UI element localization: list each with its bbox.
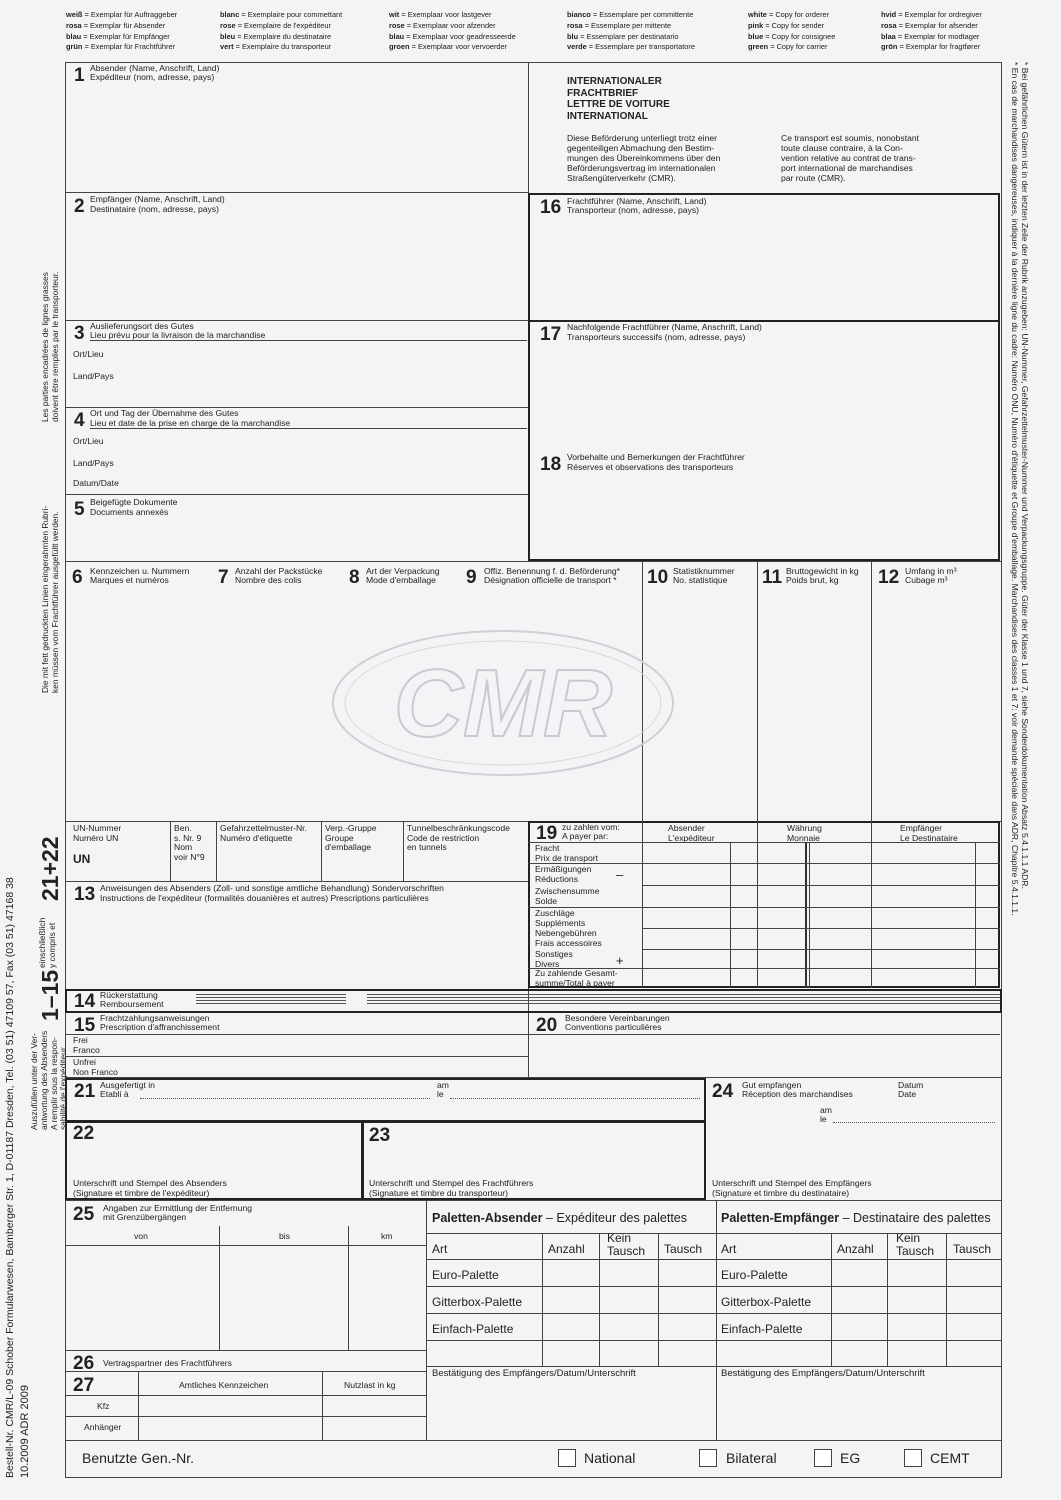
field-label-de: Beigefügte Dokumente xyxy=(90,497,178,507)
field-label-fr: Nombre des colis xyxy=(235,575,302,585)
divider xyxy=(642,821,643,988)
dotted-line xyxy=(450,1098,700,1099)
bilateral-label: Bilateral xyxy=(726,1450,777,1466)
gitterbox-pallet-label: Gitterbox-Palette xyxy=(432,1295,523,1309)
type-header: Art xyxy=(721,1242,737,1256)
minus-sign: – xyxy=(616,867,624,882)
copy-legend-dutch: wit = Exemplaar voor lastgever rose = Exemplaar voor afzender blau = Exemplaar voor geadresseerde groen = Exemplaar voor vervoerder xyxy=(389,10,516,52)
field-label-fr: Documents annexés xyxy=(90,507,169,517)
dotted-line xyxy=(140,1098,430,1099)
copy-legend-italian: bianco = Essemplare per committente rosa = Essemplare per mittente blu = Essemplare per destinatario verde = Essemplare per transportatore xyxy=(567,10,695,52)
divider xyxy=(65,1440,1002,1441)
field-label-fr: A payer par: xyxy=(562,831,609,841)
field-label-fr: Réserves et observations des transporteurs xyxy=(567,462,734,472)
from-header: von xyxy=(134,1231,148,1241)
field-label-de: Offiz. Benennung f. d. Beförderung* xyxy=(484,566,621,576)
pallets-consignee-title: Paletten-Empfänger – Destinataire des palettes xyxy=(721,1211,991,1225)
divider xyxy=(716,1259,1002,1260)
date-label-de: am xyxy=(437,1080,449,1090)
divider xyxy=(65,1245,426,1246)
national-label: National xyxy=(584,1450,636,1466)
field-label-de: Statistiknummer xyxy=(673,566,735,576)
to-header: bis xyxy=(279,1231,290,1241)
divider xyxy=(716,1340,1002,1341)
consignee-column-header: Empfänger Le Destinataire xyxy=(900,823,958,843)
dangerous-goods-note-fr: * En cas de marchandises dangereuses, indiquer à la dernière ligne du cadre: Numéro ONU, Numéro d'étiquette et Groupe d'emballage. Marchandises des classes 1 et 7: voir demande spéciale dans ADR, Chapitre 5.4.1.1.1. xyxy=(1010,62,1020,916)
divider xyxy=(757,821,758,988)
divider xyxy=(426,1233,716,1234)
margin-note-de: Die mit fett gedruckten Linien eingerahmten Rubri- ken müssen vom Frachtführer ausgefüllt werden. xyxy=(40,505,60,693)
field-number: 5 xyxy=(74,499,85,520)
field-label-de: Kennzeichen u. Nummern xyxy=(90,566,190,576)
divider xyxy=(528,842,1000,843)
date-label: Datum/Date xyxy=(73,478,119,488)
field-label-de: Art der Verpackung xyxy=(366,566,440,576)
field-label-de: Angaben zur Ermittlung der Entfernung xyxy=(103,1203,253,1213)
divider xyxy=(599,1233,600,1366)
field-number: 4 xyxy=(74,410,85,431)
field-number: 27 xyxy=(73,1375,95,1396)
place-label: Ort/Lieu xyxy=(73,349,104,359)
place-label: Ort/Lieu xyxy=(73,436,104,446)
field-label-de: Nachfolgende Frachtführer (Name, Anschrift, Land) xyxy=(567,322,762,332)
divider xyxy=(322,1371,323,1440)
svg-text:CMR: CMR xyxy=(393,650,613,757)
national-checkbox[interactable] xyxy=(558,1449,576,1467)
at-label-fr: le xyxy=(820,1114,827,1124)
field-label-de: Bruttogewicht in kg xyxy=(786,566,859,576)
divider xyxy=(170,821,171,881)
field-number: 6 xyxy=(72,567,83,588)
divider xyxy=(542,1233,543,1366)
divider xyxy=(528,1013,529,1077)
field-label-de: Ort und Tag der Übernahme des Gutes xyxy=(90,408,239,418)
plate-header: Amtliches Kennzeichen xyxy=(179,1380,269,1390)
field-label-de: zu zahlen vom: xyxy=(562,822,620,832)
field-number: 19 xyxy=(536,823,558,844)
field-number: 25 xyxy=(73,1204,95,1225)
field-label-fr: Remboursement xyxy=(100,999,164,1009)
name-header: Ben. s. Nr. 9 Nom voir N°9 xyxy=(174,823,205,862)
exchange-header: Tausch xyxy=(953,1242,992,1256)
field-number: 23 xyxy=(369,1125,391,1146)
divider xyxy=(65,561,1002,562)
divider xyxy=(426,1286,716,1287)
quantity-header: Anzahl xyxy=(548,1242,585,1256)
payload-header: Nutzlast in kg xyxy=(344,1380,396,1390)
field-label-de: Anweisungen des Absenders (Zoll- und sonstige amtliche Behandlung) Sondervorschriften xyxy=(100,883,444,893)
no-exchange-header: Kein Tausch xyxy=(896,1231,935,1258)
simple-pallet-label: Einfach-Palette xyxy=(721,1322,803,1336)
sender-column-header: Absender L'expéditeur xyxy=(668,823,715,843)
field-label-de: Besondere Vereinbarungen xyxy=(565,1013,670,1023)
cemt-label: CEMT xyxy=(930,1450,970,1466)
field-label-fr: Désignation officielle de transport * xyxy=(484,575,617,585)
cmr-watermark xyxy=(330,628,676,778)
divider xyxy=(65,494,528,495)
field-label-fr: Instructions de l'expéditeur (formalités douanières et autres) Prescriptions particulières xyxy=(100,893,429,903)
divider xyxy=(426,1340,716,1341)
payment-row-supplements: Zuschläge Suppléments xyxy=(535,908,586,928)
divider xyxy=(946,1233,947,1366)
title-note-fr: Ce transport est soumis, nonobstant toute clause contraire, à la Con- vention relative au contrat de trans- port international de marchandises par route (CMR). xyxy=(781,133,920,183)
exchange-header: Tausch xyxy=(664,1242,703,1256)
truck-label: Kfz xyxy=(97,1401,110,1411)
field-label-de: Vertragspartner des Frachtführers xyxy=(103,1358,232,1368)
divider xyxy=(65,881,528,882)
trailer-label: Anhänger xyxy=(84,1422,122,1432)
simple-pallet-label: Einfach-Palette xyxy=(432,1322,514,1336)
euro-pallet-label: Euro-Palette xyxy=(432,1268,499,1282)
divider xyxy=(642,885,1000,886)
divider xyxy=(65,1056,528,1057)
km-header: km xyxy=(381,1231,393,1241)
payment-row-reductions: Ermäßigungen Réductions xyxy=(535,864,592,884)
field-label-fr: Mode d'emballage xyxy=(366,575,436,585)
field-number: 17 xyxy=(540,324,562,345)
confirmation-label: Bestätigung des Empfängers/Datum/Unterschrift xyxy=(721,1368,925,1379)
divider xyxy=(528,863,1000,864)
title-note-de: Diese Beförderung unterliegt trotz einer gegenteiligen Abmachung den Bestim- mungen des Übereinkommens über den Beförderungsvertrag im internationalen Straßengüterverkehr (CMR). xyxy=(567,133,721,183)
divider xyxy=(871,561,872,821)
type-header: Art xyxy=(432,1242,448,1256)
tunnel-code-header: Tunnelbeschränkungscode Code de restriction en tunnels xyxy=(407,823,510,852)
field-label-de: Empfänger (Name, Anschrift, Land) xyxy=(90,194,225,204)
plus-sign: + xyxy=(616,953,624,968)
field-label-fr: Lieu et date de la prise en charge de la marchandise xyxy=(90,418,291,428)
hatching xyxy=(367,994,1000,1006)
signature-label: Unterschrift und Stempel des Absenders (Signature et timbre de l'expéditeur) xyxy=(73,1178,227,1198)
hatching xyxy=(196,994,346,1006)
divider xyxy=(642,949,1000,950)
field-number: 7 xyxy=(218,567,229,588)
divider xyxy=(138,1371,139,1440)
field-label-fr: Conventions particulières xyxy=(565,1022,662,1032)
field-number: 18 xyxy=(540,454,562,475)
divider xyxy=(658,1233,659,1366)
divider xyxy=(219,1226,220,1350)
divider xyxy=(716,1200,717,1440)
divider xyxy=(871,821,872,988)
un-number-header: UN-Nummer Numéro UN xyxy=(73,823,122,843)
title-text: INTERNATIONALER FRACHTBRIEF LETTRE DE VOITURE INTERNATIONAL xyxy=(567,76,670,122)
payment-row-total: Zu zahlende Gesamt- summe/Total à payer xyxy=(535,968,618,988)
divider xyxy=(90,340,527,341)
field-number: 1 xyxy=(74,65,85,86)
date-label-de: Datum xyxy=(898,1080,924,1090)
divider xyxy=(426,1259,716,1260)
dangerous-goods-note-de: * Bei gefährlichen Gütern ist in der letzten Zeile der Rubrik anzugeben: UN-Nummer, Gefahrzettelmuster-Nummer und Verpackungsgruppe. Güter der Klasse 1 und 7, siehe Sonderdokumentation Absatz 5.4.1.1.1 ADR. xyxy=(1020,62,1030,889)
field-label-de: Absender (Name, Anschrift, Land) xyxy=(90,63,220,73)
non-franco-label: Unfrei Non Franco xyxy=(73,1057,118,1077)
at-label-de: am xyxy=(820,1105,832,1115)
field-number: 11 xyxy=(762,567,783,588)
field-label-de: Ausgefertigt in xyxy=(100,1080,155,1090)
divider xyxy=(528,907,1000,908)
packing-group-header: Verp.-Gruppe Groupe d'emballage xyxy=(325,823,377,852)
divider xyxy=(348,1226,349,1350)
eg-label: EG xyxy=(840,1450,861,1466)
divider xyxy=(887,1233,888,1366)
date-label-fr: le xyxy=(437,1089,444,1099)
eg-checkbox[interactable] xyxy=(814,1449,832,1467)
margin-fields-label: 21+22 xyxy=(37,836,63,901)
field-number: 14 xyxy=(74,991,96,1012)
field-label-de: Rückerstattung xyxy=(100,990,158,1000)
field-label-fr: mit Grenzübergängen xyxy=(103,1212,187,1222)
divider xyxy=(716,1233,1002,1234)
label-model-header: Gefahrzettelmuster-Nr. Numéro d'etiquette xyxy=(220,823,307,843)
gen-number-label: Benutzte Gen.-Nr. xyxy=(82,1450,195,1466)
field-number: 22 xyxy=(73,1123,95,1144)
divider xyxy=(65,1034,528,1035)
divider xyxy=(65,192,528,193)
order-number-imprint: Bestell-Nr. CMR/L-09 Schober Formularwesen, Bamberger Str. 1, D-01187 Dresden, Tel. (03 51) 47109 57, Fax (03 51) 47168 38 xyxy=(4,877,16,1478)
field-label-de: Umfang in m³ xyxy=(905,566,957,576)
divider xyxy=(831,1233,832,1366)
field-label-fr: No. statistique xyxy=(673,575,728,585)
divider xyxy=(403,821,404,881)
payment-row-subtotal: Zwischensumme Solde xyxy=(535,886,600,906)
field-label-fr: Lieu prévu pour la livraison de la marchandise xyxy=(90,330,266,340)
field-label-fr: Réception des marchandises xyxy=(742,1089,853,1099)
no-exchange-header: Kein Tausch xyxy=(607,1231,646,1258)
field-label-fr: Prescription d'affranchissement xyxy=(100,1022,220,1032)
signature-label: Unterschrift und Stempel des Frachtführers (Signature et timbre du transporteur) xyxy=(369,1178,534,1198)
divider xyxy=(321,821,322,881)
field-label-fr: Etabli à xyxy=(100,1089,129,1099)
field-21-frame xyxy=(65,1078,706,1122)
field-number: 3 xyxy=(74,323,85,344)
field-number: 16 xyxy=(540,197,562,218)
margin-note-fr: Les parties encadrées de lignes grasses doivent être remplies par le transporteur. xyxy=(40,271,60,422)
payment-row-freight: Fracht Prix de transport xyxy=(535,843,599,863)
field-number: 2 xyxy=(74,196,85,217)
payment-row-fees: Nebengebühren Frais accessoires xyxy=(535,928,602,948)
divider xyxy=(757,561,758,821)
field-number: 9 xyxy=(466,567,477,588)
field-label-de: Anzahl der Packstücke xyxy=(235,566,323,576)
field-label-de: Gut empfangen xyxy=(742,1080,802,1090)
copy-legend-french: blanc = Exemplaire pour commettant rose = Exemplaire de l'expéditeur bleu = Exemplaire du destinataire vert = Exemplaire du transporteur xyxy=(220,10,343,52)
gitterbox-pallet-label: Gitterbox-Palette xyxy=(721,1295,812,1309)
divider xyxy=(716,1366,1002,1367)
field-number: 20 xyxy=(536,1015,558,1036)
euro-pallet-label: Euro-Palette xyxy=(721,1268,788,1282)
field-label-de: Vorbehalte und Bemerkungen der Frachtführer xyxy=(567,452,745,462)
divider xyxy=(642,928,1000,929)
divider xyxy=(65,1350,426,1351)
dotted-line xyxy=(833,1122,995,1123)
divider xyxy=(716,1313,1002,1314)
cemt-checkbox[interactable] xyxy=(904,1449,922,1467)
payment-row-misc: Sonstiges Divers xyxy=(535,949,573,969)
consignee-signature-label: Unterschrift und Stempel des Empfängers (Signature et timbre du destinataire) xyxy=(712,1178,872,1198)
field-number: 15 xyxy=(74,1015,96,1036)
field-number: 10 xyxy=(647,567,669,588)
copy-legend-english: white = Copy for orderer pink = Copy for sender blue = Copy for consignee green = Copy for carrier xyxy=(748,10,836,52)
date-label-fr: Date xyxy=(898,1089,917,1099)
field-label-de: Auslieferungsort des Gutes xyxy=(90,321,194,331)
field-label-fr: Poids brut, kg xyxy=(786,575,839,585)
field-label-fr: Destinataire (nom, adresse, pays) xyxy=(90,204,219,214)
divider xyxy=(426,1200,427,1440)
field-label-de: Frachtführer (Name, Anschrift, Land) xyxy=(567,196,707,206)
divider xyxy=(426,1366,716,1367)
divider xyxy=(216,821,217,881)
divider xyxy=(426,1313,716,1314)
margin-responsibility: Auszufüllen unter der Ver- antwortung des Absenders A remplir sous la respon- sabilité de l'expéditeur. xyxy=(29,1030,69,1130)
divider xyxy=(528,1034,1000,1035)
field-number: 13 xyxy=(74,884,96,905)
field-label-fr: Transporteurs successifs (nom, adresse, pays) xyxy=(567,332,746,342)
confirmation-label: Bestätigung des Empfängers/Datum/Unterschrift xyxy=(432,1368,636,1379)
divider xyxy=(65,1416,426,1417)
field-label-fr: Expéditeur (nom, adresse, pays) xyxy=(90,72,215,82)
field-label-fr: Marques et numéros xyxy=(90,575,169,585)
field-number: 24 xyxy=(712,1081,734,1102)
edition-imprint: 10.2009 ADR 2009 xyxy=(19,1385,31,1478)
quantity-header: Anzahl xyxy=(837,1242,874,1256)
field-label-fr: Transporteur (nom, adresse, pays) xyxy=(567,205,699,215)
country-label: Land/Pays xyxy=(73,371,114,381)
divider xyxy=(65,1200,1002,1201)
divider xyxy=(90,428,527,429)
franco-label: Frei Franco xyxy=(73,1035,100,1055)
margin-including: einschließlich y compris et xyxy=(37,917,57,968)
un-prefix: UN xyxy=(73,852,91,866)
field-number: 21 xyxy=(74,1081,96,1102)
divider xyxy=(716,1286,1002,1287)
bilateral-checkbox[interactable] xyxy=(699,1449,717,1467)
margin-range-label: 1–15 xyxy=(37,969,63,1021)
field-number: 12 xyxy=(878,567,900,588)
country-label: Land/Pays xyxy=(73,458,114,468)
carrier-block-frame xyxy=(528,193,1000,561)
divider xyxy=(65,1371,426,1372)
field-label-fr: Cubage m³ xyxy=(905,575,948,585)
currency-column-header: Währung Monnaie xyxy=(787,823,822,843)
field-number: 26 xyxy=(73,1353,95,1374)
copy-legend-german: weiß = Exemplar für Auftraggeber rosa = Exemplar für Absender blau = Exemplar für Empfänger grün = Exemplar für Frachtführer xyxy=(66,10,178,52)
divider xyxy=(65,1395,426,1396)
field-label-de: Frachtzahlungsanweisungen xyxy=(100,1013,210,1023)
copy-legend-danish: hvid = Exemplar for ordregiver rosa = Exemplar for afsender blaa = Exemplar for modtager grön = Exemplar for fragtfører xyxy=(881,10,982,52)
pallets-sender-title: Paletten-Absender – Expéditeur des palettes xyxy=(432,1211,687,1225)
field-number: 8 xyxy=(349,567,360,588)
